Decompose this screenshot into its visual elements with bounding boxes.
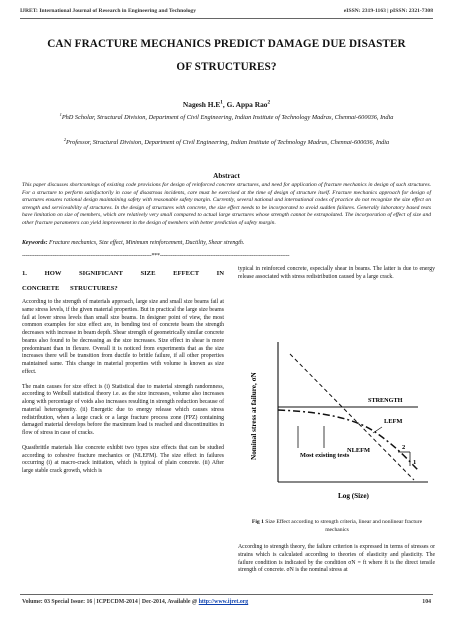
- journal-website-link[interactable]: http://www.ijret.org: [198, 599, 249, 605]
- paper-title-line-1: CAN FRACTURE MECHANICS PREDICT DAMAGE DUE DISASTER: [47, 38, 406, 50]
- paper-title-line-2: OF STRUCTURES?: [176, 61, 277, 73]
- page-number: 104: [422, 599, 431, 605]
- slope-1-label: 1: [413, 459, 417, 466]
- x-axis-label: Log (Size): [338, 492, 369, 500]
- footer-info: [22, 599, 248, 605]
- right-column-top: [238, 266, 435, 282]
- journal-issn: eISSN: 2319-1163 | pISSN: 2321-7308: [343, 8, 433, 14]
- section-1-paragraph-continued: typical in reinforced concrete, especially shear in beams. The latter is due to energy release associated with stress redistribution caused by a large crack.: [238, 266, 435, 280]
- author-1-marker: 1: [220, 99, 223, 106]
- lefm-leader-line: [373, 427, 382, 433]
- affiliation-1-marker: 1: [59, 111, 62, 117]
- lefm-label: LEFM: [384, 418, 403, 425]
- figure-1: [238, 330, 435, 510]
- affiliation-2-text: Professor, Structural Division, Department of Civil Engineering, Indian Institute of Technology Madras, Chennai-600036, India: [66, 139, 390, 146]
- section-separator: ------------------------------------------------------------------------***------------------------------------------------------------------------: [22, 253, 290, 259]
- figure-caption: [244, 518, 430, 534]
- keywords-text: Fracture mechanics, Size effect, Minimum reinforcement, Ductility, Shear strength.: [47, 240, 245, 246]
- section-1-paragraph-2: The main causes for size effect is (i) Statistical due to material strength randomness, according to Weibull statistical theory i.e. as the size increases, volume also increases along with percentage of voids also increases resulting in strength reduction because of material heterogeneity. (ii) Energetic due to energy release which causes stress redistribution, when a large crack or a large fracture process zone (FPZ) containing damaged material develops before the maximum load is reached and discontinuities in flow of stress in case of cracks.: [22, 383, 224, 436]
- slope-2-label: 2: [402, 444, 406, 451]
- size-effect-diagram: [238, 330, 435, 510]
- journal-name: IJRET: International Journal of Research in Engineering and Technology: [20, 8, 197, 14]
- section-1-paragraph-3: Quasibrittle materials like concrete exhibit two types size effects that can be studied according to cohesive fracture mechanics or (NLEFM). The size effect in failures occurring (i) at macro-crack initiation, which is typical of plain concrete. (ii) After large stable crack growth, which is: [22, 444, 224, 474]
- keywords-label: Keywords:: [22, 240, 48, 246]
- lefm-line: [290, 354, 417, 480]
- footer-divider: [20, 594, 433, 595]
- abstract-heading: Abstract: [213, 172, 240, 180]
- author-separator: ,: [222, 100, 227, 109]
- abstract-text: This paper discusses shortcomings of existing code provisions for design of reinforced concrete structures, and need for application of fracture mechanics in design of such structures. For a structure to perform satisfactorily in case of disastrous incidents, care must be exercised at the time of design of structure itself. Fracture mechanics approach for design of structures ensures rational design maintaining safety with reasonable safety margin. Currently, several national and international codes of practice do not recognize the size effect on strength and serviceability of structures. In the design of structures with concrete, the size effect needs to be incorporated to avoid sudden failures. Generally laboratory based tests have limitation on size of members, which are relatively very small compared to actual large structures whose strength cannot be extrapolated. The incorporation of effect of size and other fracture parameters can yield improvement in the design of members with better prediction of safety margin.: [22, 182, 431, 226]
- section-1-paragraph-1: According to the strength of materials approach, large size and small size beams fail at same stress levels, if the given material properties. But in practical the large size beams fail at lower stress levels than small size beams. In designer point of view, the most common examples for size effect are, in bending test of concrete beam the strength decreases with increase in beam depth. Shear strength of geometrically similar concrete beams also found to be decreasing as the size increases. Size effect in shear is more predominant than in flexure. Overall it is noticed from experiments that as the size increases there will be transition from ductile to brittle failure, if all other properties maintained same. This change in material properties with volume is known as size effect.: [22, 299, 224, 375]
- keywords: [22, 240, 431, 246]
- affiliation-2-marker: 2: [63, 136, 67, 142]
- affiliation-2: [24, 136, 429, 148]
- y-axis-label: Nominal stress at failure, σN: [250, 372, 258, 460]
- affiliation-1-text: PhD Scholar, Structural Division, Department of Civil Engineering, Indian Institute of Technology Madras, Chennai-600036, India: [61, 114, 394, 121]
- journal-header: [20, 8, 433, 14]
- footer-volume-text: Volume: 03 Special Issue: 16 | ICPECDM-2014 | Dec-2014, Available @: [22, 599, 199, 605]
- tests-label: Most existing tests: [300, 452, 350, 459]
- author-2: G. Appa Rao: [226, 100, 268, 109]
- figure-caption-label: Fig 1: [251, 519, 264, 525]
- section-1-heading: 1. HOW SIGNIFICANT SIZE EFFECT IN CONCRETE STRUCTURES?: [22, 270, 224, 292]
- author-2-marker: 2: [267, 99, 271, 106]
- right-column-bottom: [238, 544, 435, 575]
- header-divider: [20, 18, 433, 19]
- page-footer: [22, 599, 431, 605]
- nlefm-label: NLEFM: [347, 447, 371, 454]
- left-column: [22, 266, 224, 476]
- figure-caption-text: Size Effect according to strength criteria, linear and nonlinear fracture mechanics: [263, 519, 423, 534]
- author-1: Nagesh H.E: [182, 100, 221, 109]
- strength-label: STRENGTH: [368, 397, 403, 404]
- section-1-paragraph-strength-theory: According to strength theory, the failure criterion is expressed in terms of stresses or strains which is calculated according to theories of elasticity and plasticity. The failure condition is indicated by the condition σN = ft where ft is the direct tensile strength of concrete. σN is the nominal stress at: [238, 544, 435, 574]
- author-list: [20, 100, 433, 109]
- affiliation-1: [24, 111, 429, 123]
- paper-title: [20, 33, 433, 79]
